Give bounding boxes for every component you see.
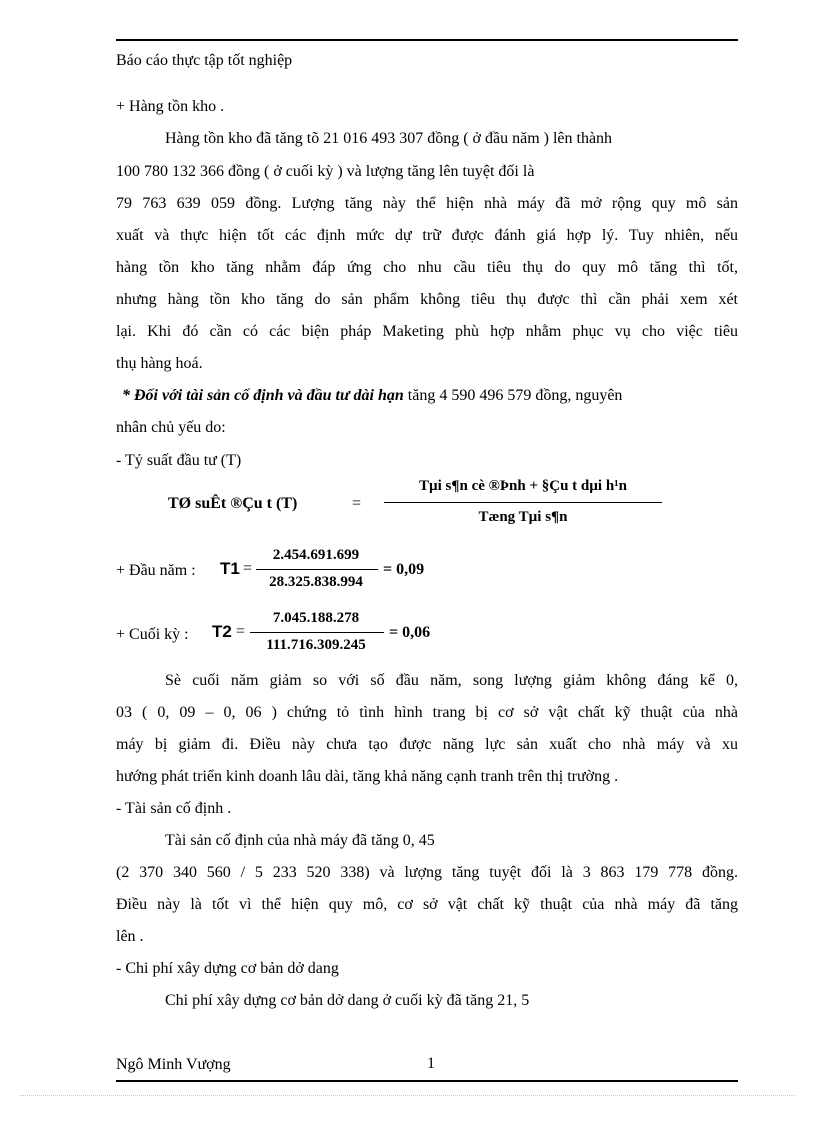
ratio-heading: - Tỷ suất đầu tư (T) [116,452,242,469]
ratio-end-symbol: T2 [212,622,232,641]
ratio-start-eq: = [243,560,253,577]
paragraph-line: thụ hàng hoá. [116,355,203,372]
page-break-dotted-line [20,1095,796,1096]
formula-denominator: Tæng Tµi s¶n [478,509,568,525]
fixed-assets-rest: tăng 4 590 496 579 đồng, nguyên [403,387,623,404]
formula-equals: = [352,495,362,512]
ratio-start-label: + Đầu năm : [116,562,196,579]
ratio-start-fraction-bar [256,569,378,570]
tscd-line: Điều này là tốt vì thể hiện quy mô, cơ sở vật chất kỹ thuật của nhà máy đã tăng [116,896,738,913]
construction-heading: - Chi phí xây dựng cơ bản dở dang [116,960,339,977]
tscd-line: Tài sản cố định của nhà máy đã tăng 0, 45 [165,832,435,849]
ratio-end-numerator: 7.045.188.278 [272,610,360,626]
inventory-heading: + Hàng tồn kho . [116,98,225,115]
header-title: Báo cáo thực tập tốt nghiệp [116,52,293,69]
ratio-start-denominator: 28.325.838.994 [269,574,363,590]
ratio-end-label: + Cuối kỳ : [116,626,189,643]
analysis-line: máy bị giảm đi. Điều này chưa tạo được năng lực sản xuất cho nhà máy và xu [116,736,738,753]
formula-lhs: TØ suÊt ®Çu t (T) [168,495,298,512]
tscd-line: lên . [116,928,144,945]
paragraph-line: hàng tồn kho tăng nhằm đáp ứng cho nhu cầu tiêu thụ do quy mô tăng thì tốt, [116,259,738,276]
paragraph-line: Hàng tồn kho đã tăng tõ 21 016 493 307 đồng ( ở đầu năm ) lên thành [165,130,613,147]
analysis-line: Sè cuối năm giảm so với số đầu năm, song lượng giảm không đáng kể 0, [165,672,738,689]
paragraph-line: lại. Khi đó cần có các biện pháp Maketing phù hợp nhằm phục vụ cho việc tiêu [116,323,738,340]
tscd-line: (2 370 340 560 / 5 233 520 338) và lượng tăng tuyệt đối là 3 863 179 778 đồng. [116,864,738,881]
paragraph-line: 79 763 639 059 đồng. Lượng tăng này thể hiện nhà máy đã mở rộng quy mô sản [116,195,738,212]
fixed-assets-bold-lead: * Đối với tài sản cố định và đầu tư dài hạn [122,387,404,404]
ratio-end-result: = 0,06 [389,624,431,641]
footer-rule [116,1080,738,1082]
tscd-heading: - Tài sản cố định . [116,800,232,817]
header-rule [116,39,738,41]
paragraph-line: nhưng hàng tồn kho tăng do sản phẩm không tiêu thụ được thì cần phải xem xét [116,291,738,308]
footer-page-number: 1 [427,1055,435,1072]
construction-line: Chi phí xây dựng cơ bản dở dang ở cuối kỳ đã tăng 21, 5 [165,992,530,1009]
fixed-assets-line2: nhân chủ yếu do: [116,419,226,436]
analysis-line: 03 ( 0, 09 – 0, 06 ) chứng tỏ tình hình trang bị cơ sở vật chất kỹ thuật của nhà [116,704,738,721]
ratio-end-denominator: 111.716.309.245 [266,637,366,653]
fixed-assets-line [122,386,622,406]
ratio-start-numerator: 2.454.691.699 [272,547,360,563]
ratio-end-eq: = [236,623,246,640]
ratio-start-symbol: T1 [220,559,240,578]
footer-author: Ngô Minh Vượng [116,1056,231,1073]
paragraph-line: xuất và thực hiện tốt các định mức dự trữ được đánh giá hợp lý. Tuy nhiên, nếu [116,227,738,244]
paragraph-line: 100 780 132 366 đồng ( ở cuối kỳ ) và lượng tăng lên tuyệt đối là [116,163,535,180]
formula-fraction-bar [384,502,662,503]
formula-numerator: Tµi s¶n cè ®Þnh + §Çu t dµi h¹n [418,478,627,494]
ratio-end-fraction-bar [250,632,384,633]
ratio-start-result: = 0,09 [383,561,425,578]
analysis-line: hướng phát triển kinh doanh lâu dài, tăng khả năng cạnh tranh trên thị trường . [116,768,619,785]
